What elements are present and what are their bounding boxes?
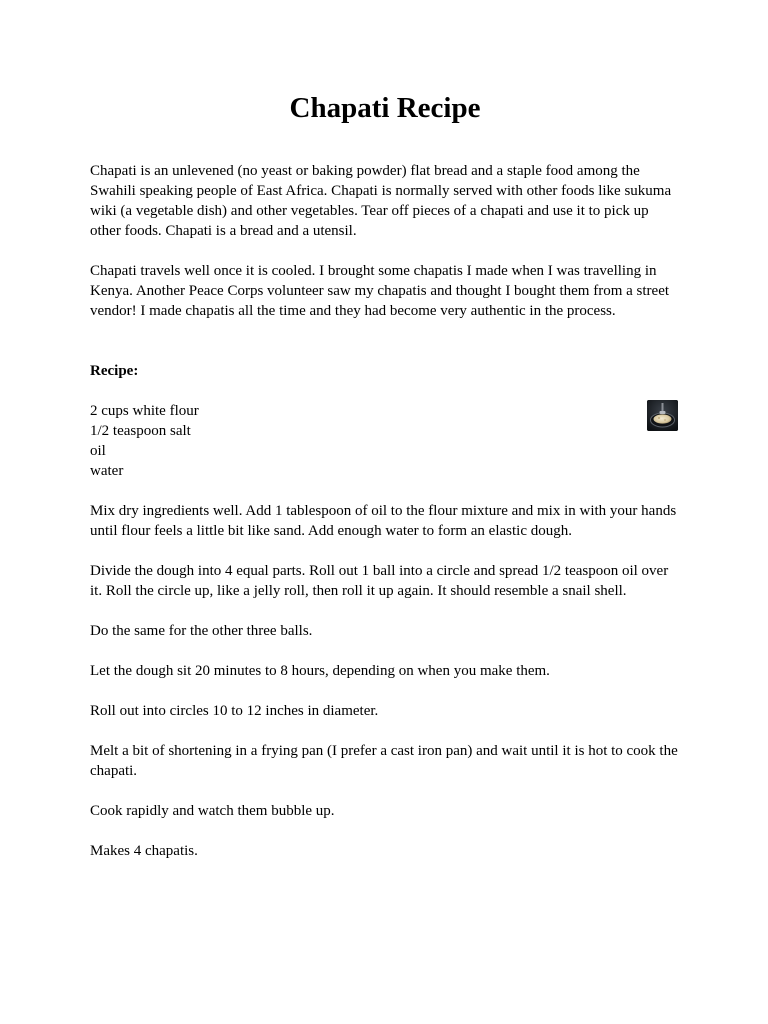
ingredient-item: oil bbox=[90, 443, 106, 459]
step-paragraph: Do the same for the other three balls. bbox=[90, 623, 313, 639]
ingredient-list bbox=[90, 401, 680, 481]
step-paragraph: Makes 4 chapatis. bbox=[90, 843, 198, 859]
recipe-heading: Recipe: bbox=[90, 363, 139, 379]
step-paragraph: Roll out into circles 10 to 12 inches in diameter. bbox=[90, 703, 379, 719]
step-paragraph: Let the dough sit 20 minutes to 8 hours, depending on when you make them. bbox=[90, 663, 550, 679]
step-paragraph: Divide the dough into 4 equal parts. Roll out 1 ball into a circle and spread 1/2 teaspoon oil over it. Roll the circle up, like a jelly roll, then roll it up again. It should resemble a snail shell. bbox=[90, 563, 669, 599]
document-body bbox=[90, 161, 680, 861]
ingredient-item: water bbox=[90, 463, 124, 479]
step-paragraph: Melt a bit of shortening in a frying pan (I prefer a cast iron pan) and wait until it is hot to cook the chapati. bbox=[90, 743, 678, 779]
ingredient-item: 1/2 teaspoon salt bbox=[90, 423, 191, 439]
page-title: Chapati Recipe bbox=[289, 92, 481, 124]
intro-paragraph-1: Chapati is an unlevened (no yeast or baking powder) flat bread and a staple food among the Swahili speaking people of East Africa. Chapati is normally served with other foods like sukuma wiki (a vegetable dish) and other vegetables. Tear off pieces of a chapati and use it to pick up other foods. Chapati is a bread and a utensil. bbox=[90, 163, 672, 239]
intro-paragraph-2: Chapati travels well once it is cooled. I brought some chapatis I made when I was travelling in Kenya. Another Peace Corps volunteer saw my chapatis and thought I bought them from a street vendor! I made chapatis all the time and they had become very authentic in the process. bbox=[90, 263, 670, 319]
chapati-pan-photo-icon bbox=[647, 400, 678, 431]
ingredient-item: 2 cups white flour bbox=[90, 403, 199, 419]
step-paragraph: Cook rapidly and watch them bubble up. bbox=[90, 803, 335, 819]
step-paragraph: Mix dry ingredients well. Add 1 tablespoon of oil to the flour mixture and mix in with your hands until flour feels a little bit like sand. Add enough water to form an elastic dough. bbox=[90, 503, 677, 539]
